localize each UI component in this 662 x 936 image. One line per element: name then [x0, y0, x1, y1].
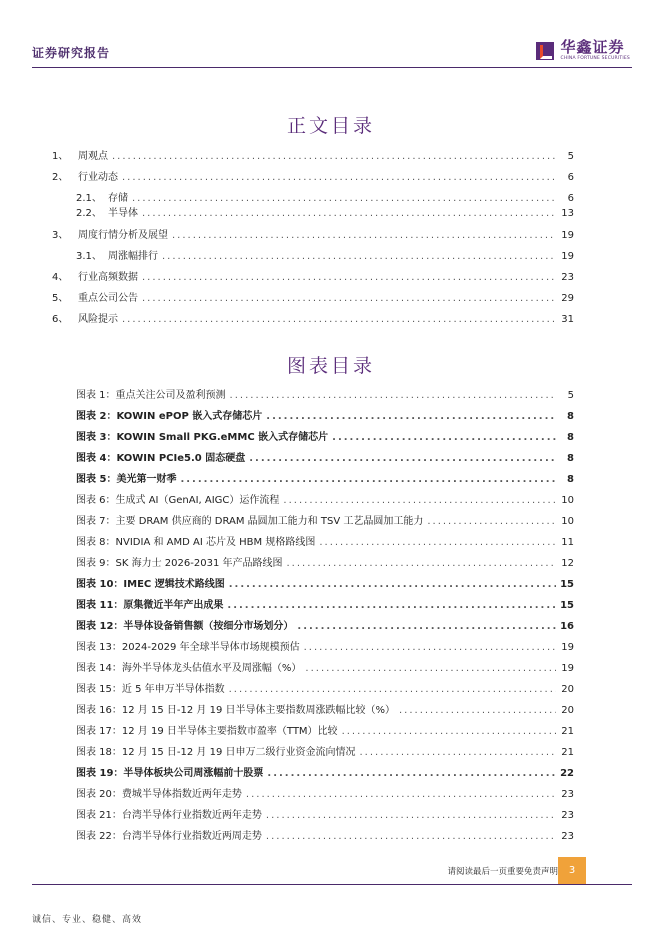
- figure-entry[interactable]: [76, 659, 574, 673]
- figure-entry-page: 11: [561, 537, 574, 548]
- figure-entry-label: 图表 8：NVIDIA 和 AMD AI 芯片及 HBM 规格路线图: [76, 537, 316, 548]
- toc-entry-label: 存储: [108, 193, 128, 204]
- toc-entry-number: 3、: [52, 230, 69, 241]
- toc-entry-number: 3.1、: [76, 251, 102, 262]
- figure-entry-label: 图表 21：台湾半导体行业指数近两年走势: [76, 810, 262, 821]
- figure-entry-page: 19: [561, 663, 574, 674]
- figure-entry-label: 图表 1：重点关注公司及盈利预测: [76, 390, 226, 401]
- toc-leader-dots: [283, 495, 556, 506]
- toc-entry[interactable]: [52, 289, 574, 303]
- figure-entry-page: 22: [560, 768, 574, 779]
- toc-leader-dots: [142, 208, 556, 219]
- toc-entry[interactable]: [52, 310, 574, 324]
- brand-logo-icon: [536, 42, 554, 60]
- figure-entry-page: 20: [561, 705, 574, 716]
- figure-entry-page: 21: [561, 726, 574, 737]
- toc-entry-page: 6: [567, 193, 574, 204]
- toc-leader-dots: [297, 621, 556, 632]
- figure-entry-label: 图表 18：12 月 15 日-12 月 19 日申万二级行业资金流向情况: [76, 747, 356, 758]
- figure-entry-label: 图表 14：海外半导体龙头估值水平及周涨幅（%）: [76, 663, 302, 674]
- figure-entry[interactable]: [76, 533, 574, 547]
- toc-leader-dots: [132, 193, 556, 204]
- figure-entry[interactable]: [76, 554, 574, 568]
- toc-leader-dots: [342, 726, 556, 737]
- figure-entry-page: 19: [561, 642, 574, 653]
- toc-entry-label: 周观点: [78, 151, 108, 162]
- toc-entry-page: 19: [561, 251, 574, 262]
- figure-entry-label: 图表 22：台湾半导体行业指数近两周走势: [76, 831, 262, 842]
- toc-leader-dots: [230, 390, 556, 401]
- footer-disclaimer: 请阅读最后一页重要免责声明: [447, 867, 558, 877]
- figure-entry-label: 图表 10：IMEC 逻辑技术路线图: [76, 579, 225, 590]
- toc-entry[interactable]: [52, 147, 574, 161]
- toc-subentry[interactable]: [76, 204, 574, 218]
- footer-divider: [32, 884, 632, 885]
- toc-leader-dots: [180, 474, 556, 485]
- toc-entry-label: 半导体: [108, 208, 138, 219]
- toc-entry-label: 风险提示: [78, 314, 118, 325]
- figure-entry[interactable]: [76, 764, 574, 778]
- toc-entry-label: 周涨幅排行: [108, 251, 158, 262]
- figure-entry-page: 16: [560, 621, 574, 632]
- figures-title: 图表目录: [286, 355, 375, 377]
- page-number-badge: 3: [558, 857, 586, 884]
- toc-leader-dots: [359, 747, 556, 758]
- toc-entry-number: 6、: [52, 314, 69, 325]
- toc-entry-page: 19: [561, 230, 574, 241]
- figure-entry-label: 图表 16：12 月 15 日-12 月 19 日半导体主要指数周涨跌幅比较（%）: [76, 705, 395, 716]
- toc-entry-number: 2.2、: [76, 208, 102, 219]
- figure-entry[interactable]: [76, 827, 574, 841]
- header-divider: [32, 67, 632, 68]
- toc-entry-page: 23: [561, 272, 574, 283]
- figure-entry[interactable]: [76, 428, 574, 442]
- figure-entry-label: 图表 2：KOWIN ePOP 嵌入式存储芯片: [76, 411, 263, 422]
- figure-entry[interactable]: [76, 638, 574, 652]
- toc-entry-page: 5: [567, 151, 574, 162]
- toc-leader-dots: [142, 272, 556, 283]
- toc-entry-page: 31: [561, 314, 574, 325]
- figure-entry[interactable]: [76, 491, 574, 505]
- toc-title: 正文目录: [286, 115, 375, 137]
- figure-entry-label: 图表 17：12 月 19 日半导体主要指数市盈率（TTM）比较: [76, 726, 338, 737]
- figure-entry-page: 8: [567, 453, 574, 464]
- toc-leader-dots: [142, 293, 556, 304]
- toc-entry[interactable]: [52, 168, 574, 182]
- brand-name-en: CHINA FORTUNE SECURITIES: [560, 56, 630, 61]
- report-header-title: 证券研究报告: [32, 46, 111, 60]
- figure-entry-label: 图表 20：费城半导体指数近两年走势: [76, 789, 242, 800]
- toc-subentry[interactable]: [76, 189, 574, 203]
- toc-leader-dots: [229, 684, 556, 695]
- toc-entry-page: 6: [567, 172, 574, 183]
- figure-entry-page: 15: [560, 600, 574, 611]
- figure-entry-page: 15: [560, 579, 574, 590]
- figure-entry[interactable]: [76, 785, 574, 799]
- figure-entry-page: 10: [561, 495, 574, 506]
- figure-entry-page: 8: [567, 411, 574, 422]
- toc-leader-dots: [266, 810, 556, 821]
- figure-entry-label: 图表 5：美光第一财季: [76, 474, 177, 485]
- toc-leader-dots: [267, 768, 556, 779]
- toc-entry-page: 29: [561, 293, 574, 304]
- figure-entry-label: 图表 11：原集微近半年产出成果: [76, 600, 224, 611]
- toc-entry-number: 4、: [52, 272, 69, 283]
- figure-entry[interactable]: [76, 407, 574, 421]
- figure-entry[interactable]: [76, 806, 574, 820]
- figure-entry[interactable]: [76, 617, 574, 631]
- brand-logo: [536, 40, 630, 62]
- figure-entry-page: 12: [561, 558, 574, 569]
- toc-entry-label: 周度行情分析及展望: [78, 230, 168, 241]
- toc-entry-label: 行业动态: [78, 172, 118, 183]
- figure-entry-page: 23: [561, 789, 574, 800]
- toc-leader-dots: [427, 516, 556, 527]
- toc-leader-dots: [172, 230, 556, 241]
- figure-entry-label: 图表 3：KOWIN Small PKG.eMMC 嵌入式存储芯片: [76, 432, 329, 443]
- toc-leader-dots: [319, 537, 556, 548]
- toc-leader-dots: [229, 579, 556, 590]
- toc-leader-dots: [122, 172, 556, 183]
- toc-leader-dots: [112, 151, 556, 162]
- brand-logo-text: [560, 40, 630, 62]
- figure-entry[interactable]: [76, 470, 574, 484]
- figure-entry[interactable]: [76, 722, 574, 736]
- toc-entry-label: 行业高频数据: [78, 272, 138, 283]
- toc-entry[interactable]: [52, 226, 574, 240]
- figure-entry[interactable]: [76, 386, 574, 400]
- figure-entry[interactable]: [76, 575, 574, 589]
- toc-leader-dots: [246, 789, 556, 800]
- figure-entry[interactable]: [76, 596, 574, 610]
- figure-entry-page: 10: [561, 516, 574, 527]
- figure-entry-page: 21: [561, 747, 574, 758]
- toc-leader-dots: [227, 600, 556, 611]
- figure-entry-page: 20: [561, 684, 574, 695]
- toc-leader-dots: [249, 453, 556, 464]
- figure-entry-label: 图表 7：主要 DRAM 供应商的 DRAM 晶圆加工能力和 TSV 工艺晶圆加工能力: [76, 516, 424, 527]
- figure-entry[interactable]: [76, 743, 574, 757]
- figure-entry-label: 图表 13：2024-2029 年全球半导体市场规模预估: [76, 642, 300, 653]
- figure-entry-label: 图表 12：半导体设备销售额（按细分市场划分）: [76, 621, 294, 632]
- figure-entry-label: 图表 6：生成式 AI（GenAI, AIGC）运作流程: [76, 495, 280, 506]
- figure-entry[interactable]: [76, 449, 574, 463]
- figure-entry-page: 8: [567, 432, 574, 443]
- toc-entry-number: 2、: [52, 172, 69, 183]
- toc-entry-page: 13: [561, 208, 574, 219]
- toc-leader-dots: [162, 251, 556, 262]
- figure-entry-page: 8: [567, 474, 574, 485]
- toc-leader-dots: [304, 642, 556, 653]
- toc-entry-number: 1、: [52, 151, 69, 162]
- figure-entry[interactable]: [76, 512, 574, 526]
- toc-leader-dots: [332, 432, 556, 443]
- toc-entry-number: 2.1、: [76, 193, 102, 204]
- figure-entry-page: 5: [567, 390, 574, 401]
- figure-entry-page: 23: [561, 810, 574, 821]
- toc-entry-number: 5、: [52, 293, 69, 304]
- toc-subentry[interactable]: [76, 247, 574, 261]
- figure-entry[interactable]: [76, 680, 574, 694]
- figure-entry-page: 23: [561, 831, 574, 842]
- toc-leader-dots: [122, 314, 556, 325]
- footer-slogan: 诚信、专业、稳健、高效: [32, 915, 143, 925]
- figure-entry-label: 图表 4：KOWIN PCIe5.0 固态硬盘: [76, 453, 246, 464]
- toc-leader-dots: [287, 558, 557, 569]
- toc-leader-dots: [266, 831, 556, 842]
- figure-entry[interactable]: [76, 701, 574, 715]
- toc-leader-dots: [399, 705, 556, 716]
- toc-entry-label: 重点公司公告: [78, 293, 138, 304]
- toc-entry[interactable]: [52, 268, 574, 282]
- figure-entry-label: 图表 19：半导体板块公司周涨幅前十股票: [76, 768, 264, 779]
- figure-entry-label: 图表 15：近 5 年申万半导体指数: [76, 684, 225, 695]
- figure-entry-label: 图表 9：SK 海力士 2026-2031 年产品路线图: [76, 558, 283, 569]
- toc-leader-dots: [305, 663, 556, 674]
- toc-leader-dots: [266, 411, 556, 422]
- brand-name-cn: 华鑫证券: [560, 38, 625, 56]
